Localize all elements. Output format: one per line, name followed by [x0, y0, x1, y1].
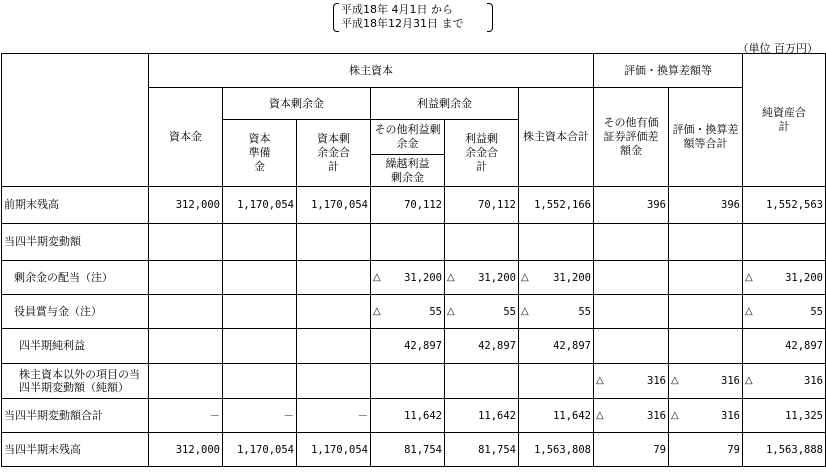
table-cell	[594, 433, 669, 467]
cell-value: 316	[721, 409, 740, 422]
cell-value: 55	[503, 305, 516, 318]
table-row	[2, 399, 826, 433]
table-cell	[669, 295, 743, 329]
table-cell	[371, 187, 445, 224]
table-cell	[149, 187, 223, 224]
cell-value: 70,112	[404, 199, 442, 211]
cell-value: 316	[647, 409, 666, 422]
negative-triangle-icon: △	[745, 271, 753, 283]
cell-value: 42,897	[404, 340, 442, 352]
table-cell	[149, 295, 223, 329]
table-cell	[743, 224, 826, 261]
cell-value: 79	[653, 443, 666, 456]
cell-value: 11,642	[478, 409, 516, 422]
cell-value: 312,000	[175, 199, 220, 211]
cell-value: 31,200	[404, 271, 442, 284]
cell-value: 79	[727, 443, 740, 456]
negative-triangle-icon: △	[447, 305, 455, 317]
table-cell	[371, 364, 445, 399]
cell-value: 70,112	[478, 199, 516, 211]
cell-value: 396	[647, 199, 666, 211]
header-equity-total: 株主資本合計	[519, 88, 594, 187]
table-cell	[223, 364, 297, 399]
table-cell	[669, 433, 743, 467]
table-cell	[669, 261, 743, 295]
table-cell	[594, 399, 669, 433]
table-cell	[223, 329, 297, 364]
table-cell	[297, 399, 371, 433]
table-cell	[223, 433, 297, 467]
row-label: 当四半期末残高	[2, 433, 149, 467]
cell-value: 42,897	[553, 340, 591, 352]
table-cell	[445, 295, 519, 329]
cell-value: 316	[647, 375, 666, 387]
table-cell	[519, 187, 594, 224]
table-cell	[297, 433, 371, 467]
cell-value: 55	[429, 305, 442, 318]
cell-value: 1,170,054	[311, 443, 368, 456]
table-cell	[594, 224, 669, 261]
negative-triangle-icon: △	[447, 271, 455, 283]
table-cell	[371, 224, 445, 261]
table-row	[2, 433, 826, 467]
cell-value: 31,200	[478, 271, 516, 284]
cell-value: 1,563,808	[534, 443, 591, 456]
table-cell	[149, 261, 223, 295]
table-cell	[669, 329, 743, 364]
header-securities-diff: その他有価証券評価差額金	[594, 88, 669, 187]
row-label: 当四半期変動額合計	[2, 399, 149, 433]
negative-triangle-icon: △	[745, 305, 753, 317]
table-cell	[371, 295, 445, 329]
table-cell	[149, 224, 223, 261]
cell-value: 1,170,054	[237, 199, 294, 211]
table-cell	[743, 364, 826, 399]
negative-triangle-icon: △	[596, 409, 604, 421]
cell-value: 1,170,054	[237, 443, 294, 456]
equity-statement-table	[1, 53, 826, 467]
table-cell	[297, 224, 371, 261]
corner-cell	[2, 54, 149, 187]
header-shareholders-equity: 株主資本	[149, 54, 594, 88]
table-cell	[445, 399, 519, 433]
row-label: 剰余金の配当（注）	[2, 261, 149, 295]
table-row	[2, 295, 826, 329]
cell-value: 1,170,054	[311, 199, 368, 211]
negative-triangle-icon: △	[596, 375, 604, 386]
cell-value: 1,552,563	[766, 199, 823, 211]
table-cell	[594, 295, 669, 329]
left-bracket	[333, 3, 339, 32]
table-cell	[519, 295, 594, 329]
table-cell	[149, 364, 223, 399]
table-cell	[223, 187, 297, 224]
cell-value: －	[283, 409, 294, 422]
table-row	[2, 187, 826, 224]
header-valuation-total: 評価・換算差額等合計	[669, 88, 743, 187]
cell-value: 1,552,166	[534, 199, 591, 211]
table-cell	[519, 364, 594, 399]
table-cell	[743, 329, 826, 364]
header-net-assets-total: 純資産合計	[743, 54, 826, 187]
table-cell	[594, 364, 669, 399]
header-capital-surplus-total: 資本剰余金合計	[297, 120, 371, 187]
table-row	[2, 329, 826, 364]
table-cell	[669, 364, 743, 399]
table-cell	[223, 399, 297, 433]
table-cell	[149, 433, 223, 467]
table-cell	[149, 399, 223, 433]
negative-triangle-icon: △	[745, 375, 753, 386]
table-row	[2, 261, 826, 295]
cell-value: 31,200	[553, 271, 591, 284]
table-cell	[669, 399, 743, 433]
negative-triangle-icon: △	[521, 305, 529, 317]
negative-triangle-icon: △	[373, 305, 381, 317]
header-capital-stock: 資本金	[149, 88, 223, 187]
row-label: 四半期純利益	[2, 329, 149, 364]
cell-value: 55	[578, 305, 591, 318]
table-cell	[743, 261, 826, 295]
cell-value: 81,754	[404, 443, 442, 456]
negative-triangle-icon: △	[521, 271, 529, 283]
table-cell	[445, 187, 519, 224]
row-label: 役員賞与金（注）	[2, 295, 149, 329]
cell-value: 396	[721, 199, 740, 211]
table-cell	[297, 364, 371, 399]
header-other-retained-cell	[371, 120, 445, 187]
row-label: 前期末残高	[2, 187, 149, 224]
cell-value: －	[357, 409, 368, 422]
cell-value: 1,563,888	[766, 443, 823, 456]
right-bracket	[487, 3, 493, 32]
table-cell	[519, 399, 594, 433]
table-cell	[371, 261, 445, 295]
cell-value: 11,325	[785, 409, 823, 422]
table-cell	[223, 261, 297, 295]
cell-value: 42,897	[478, 340, 516, 352]
table-cell	[371, 399, 445, 433]
table-cell	[297, 329, 371, 364]
table-cell	[743, 433, 826, 467]
table-cell	[519, 261, 594, 295]
row-label: 当四半期変動額	[2, 224, 149, 261]
cell-value: 42,897	[785, 340, 823, 352]
table-cell	[297, 187, 371, 224]
table-cell	[519, 329, 594, 364]
table-cell	[445, 433, 519, 467]
table-cell	[743, 187, 826, 224]
table-cell	[297, 261, 371, 295]
negative-triangle-icon: △	[671, 409, 679, 421]
table-cell	[669, 187, 743, 224]
table-cell	[519, 224, 594, 261]
header-capital-surplus: 資本剰余金	[223, 88, 371, 120]
table-cell	[223, 295, 297, 329]
table-cell	[669, 224, 743, 261]
cell-value: －	[209, 409, 220, 422]
negative-triangle-icon: △	[671, 375, 679, 386]
header-other-retained: その他利益剰余金	[374, 123, 441, 150]
table-cell	[519, 433, 594, 467]
cell-value: 11,642	[553, 409, 591, 422]
unit-note: （単位 百万円）	[737, 42, 818, 55]
table-cell	[445, 224, 519, 261]
table-cell	[371, 433, 445, 467]
table-cell	[445, 364, 519, 399]
cell-value: 11,642	[404, 409, 442, 422]
period-start: 平成18年 4月1日 から	[341, 3, 453, 16]
row-label: 株主資本以外の項目の当四半期変動額（純額）	[2, 364, 149, 399]
table-cell	[743, 399, 826, 433]
table-cell	[371, 329, 445, 364]
table-cell	[445, 329, 519, 364]
period-end: 平成18年12月31日 まで	[341, 17, 464, 30]
table-cell	[445, 261, 519, 295]
table-row	[2, 224, 826, 261]
table-cell	[594, 187, 669, 224]
cell-value: 316	[804, 375, 823, 387]
negative-triangle-icon: △	[373, 271, 381, 283]
header-capital-reserve: 資本準備金	[223, 120, 297, 187]
table-cell	[149, 329, 223, 364]
table-cell	[594, 329, 669, 364]
table-cell	[223, 224, 297, 261]
table-cell	[743, 295, 826, 329]
table-cell	[594, 261, 669, 295]
header-retained-earnings: 利益剰余金	[371, 88, 519, 120]
header-valuation-group: 評価・換算差額等	[594, 54, 743, 88]
period-bracket	[333, 1, 493, 33]
cell-value: 81,754	[478, 443, 516, 456]
table-cell	[297, 295, 371, 329]
cell-value: 31,200	[785, 271, 823, 284]
cell-value: 316	[721, 375, 740, 387]
header-carried-forward: 繰越利益剰余金	[385, 156, 430, 184]
table-row	[2, 364, 826, 399]
cell-value: 55	[810, 305, 823, 318]
cell-value: 312,000	[175, 443, 220, 456]
header-retained-total: 利益剰余金合計	[445, 120, 519, 187]
